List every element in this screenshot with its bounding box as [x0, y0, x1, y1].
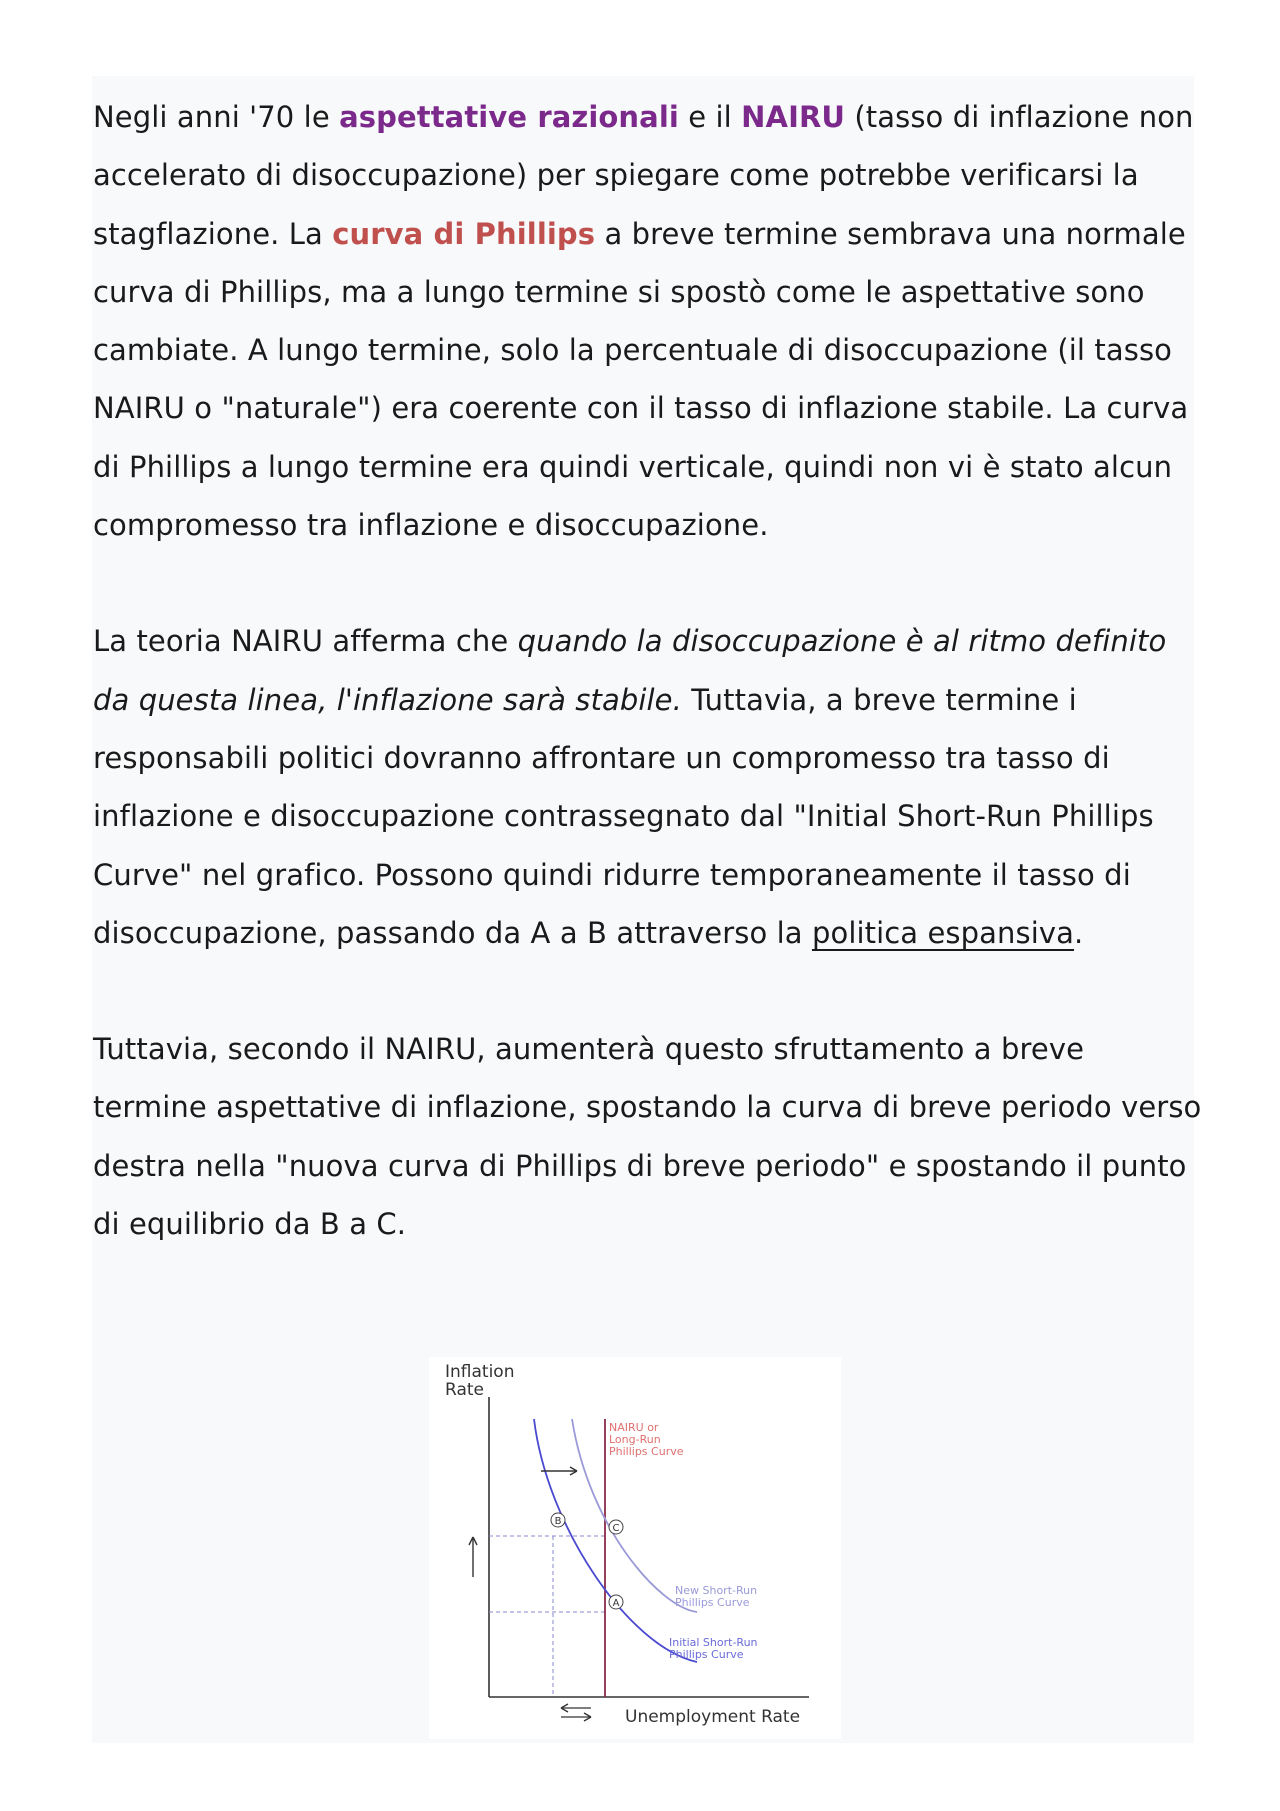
initial-curve-label-line2: Phillips Curve — [669, 1648, 744, 1661]
paragraph-nairu-theory: La teoria NAIRU afferma che quando la disoccupazione è al ritmo definito da questa linea, l'inflazione sarà stabile. Tuttavia, a breve termine i responsabili politici dovranno affrontare un compromesso tra tasso di inflazione e disoccupazione contrassegnato dal "Initial Short-Run Phillips Curve" nel grafico. Possono quindi ridurre temporaneamente il tasso di disoccupazione, passando da A a B attraverso la politica espansiva. — [93, 624, 1167, 950]
article-body — [93, 88, 1203, 1253]
new-curve-label-line1: New Short-Run — [675, 1584, 758, 1597]
x-axis-label: Unemployment Rate — [625, 1707, 801, 1727]
point-c-label: C — [612, 1523, 620, 1534]
point-a-label: A — [612, 1598, 620, 1609]
link-aspettative-razionali[interactable]: aspettative razionali — [339, 100, 679, 134]
link-curva-di-phillips[interactable]: curva di Phillips — [332, 216, 596, 251]
y-axis-label-line1: Inflation — [445, 1362, 515, 1382]
new-curve-label-line2: Phillips Curve — [675, 1596, 750, 1609]
paragraph-stagflation: Negli anni '70 le aspettative razionali e il NAIRU (tasso di inflazione non accelerato di disoccupazione) per spiegare come potrebbe verificarsi la stagflazione. La curva di Phillips a breve termine sembrava una normale curva di Phillips, ma a lungo termine si spostò come le aspettative sono cambiate. A lungo termine, solo la percentuale di disoccupazione (il tasso NAIRU o "naturale") era coerente con il tasso di inflazione stabile. La curva di Phillips a lungo termine era quindi verticale, quindi non vi è stato alcun compromesso tra inflazione e disoccupazione. — [93, 100, 1194, 543]
phillips-curve-figure — [429, 1357, 841, 1739]
paragraph-shift: Tuttavia, secondo il NAIRU, aumenterà questo sfruttamento a breve termine aspettative di inflazione, spostando la curva di breve periodo verso destra nella "nuova curva di Phillips di breve periodo" e spostando il punto di equilibrio da B a C. — [93, 1032, 1202, 1242]
nairu-label-line3: Phillips Curve — [609, 1445, 684, 1458]
point-b-label: B — [554, 1516, 562, 1527]
link-politica-espansiva[interactable]: politica espansiva — [811, 915, 1075, 950]
nairu-label-line2: Long-Run — [609, 1433, 661, 1446]
y-axis-label-line2: Rate — [445, 1380, 484, 1400]
nairu-label-line1: NAIRU or — [609, 1421, 659, 1434]
phillips-curve-diagram — [429, 1357, 841, 1739]
nairu-definition: quando la disoccupazione è al ritmo definito da questa linea, l'inflazione sarà stabile. — [93, 624, 1167, 717]
link-nairu[interactable]: NAIRU — [741, 100, 846, 134]
initial-curve-label-line1: Initial Short-Run — [669, 1636, 758, 1649]
